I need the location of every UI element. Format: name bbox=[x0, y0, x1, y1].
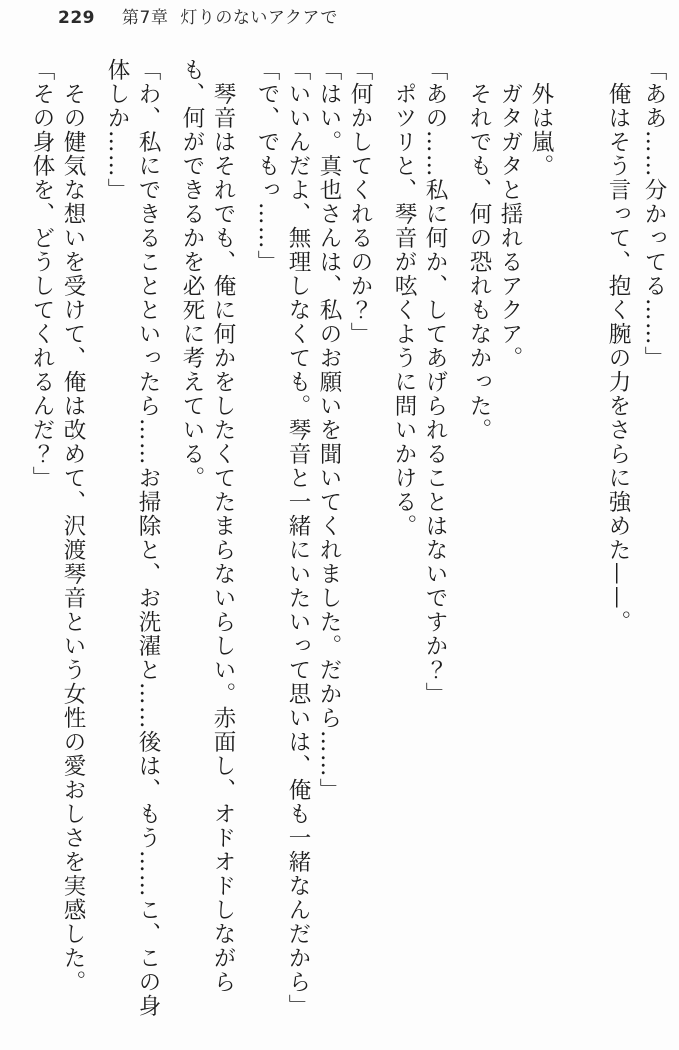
text-line: 「いいんだよ、無理しなくても。琴音と一緒にいたいって思いは、俺も一緒なんだから」 bbox=[285, 58, 311, 1018]
page-number: 229 bbox=[58, 8, 95, 28]
chapter-label: 第7章 bbox=[122, 8, 169, 28]
text-line: ガタガタと揺れるアクア。 bbox=[497, 82, 523, 370]
text-line: 「何かしてくれるのか？」 bbox=[347, 58, 373, 346]
text-line: 「その身体を、どうしてくれるんだ？」 bbox=[29, 58, 55, 490]
text-line: 「はい。真也さんは、私のお願いを聞いてくれました。だから……」 bbox=[316, 58, 342, 802]
text-line: 「ああ……分かってる……」 bbox=[641, 58, 667, 370]
text-line: それでも、何の恐れもなかった。 bbox=[466, 82, 492, 442]
text-line: ポツリと、琴音が呟くように問いかける。 bbox=[391, 82, 417, 538]
vertical-text-block bbox=[26, 58, 669, 1023]
text-line: 「わ、私にできることといったら……お掃除と、お洗濯と……後は、もう……こ、この身体しか……」 bbox=[104, 58, 161, 1018]
text-line: 「あの……私に何か、してあげられることはないですか？」 bbox=[422, 58, 448, 706]
page-header bbox=[58, 3, 338, 28]
text-line: 琴音はそれでも、俺に何かをしたくてたまらないらしい。赤面し、オドオドしながらも、何ができるかを必死に考えている。 bbox=[179, 58, 236, 994]
text-line: その健気な想いを受けて、俺は改めて、沢渡琴音という女性の愛おしさを実感した。 bbox=[60, 82, 86, 994]
text-line: 「で、でもっ……」 bbox=[254, 58, 280, 274]
text-line: 外は嵐。 bbox=[528, 82, 554, 178]
text-line: 俺はそう言って、抱く腕の力をさらに強めた——。 bbox=[605, 82, 631, 634]
chapter-title: 灯りのないアクアで bbox=[180, 8, 338, 28]
